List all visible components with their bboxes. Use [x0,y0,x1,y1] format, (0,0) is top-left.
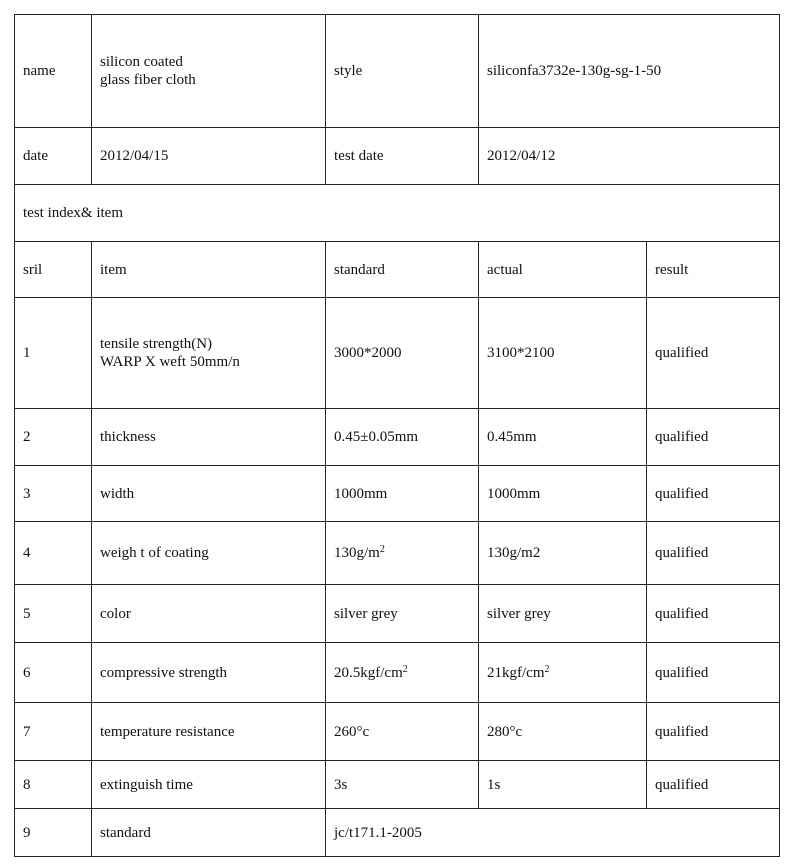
row-result: qualified [647,298,780,409]
row-standard [326,643,479,703]
row-standard [326,522,479,585]
standard-value: 130g/m [334,545,380,561]
table-row [15,703,780,761]
row-item: temperature resistance [92,703,326,761]
section-row [15,185,780,242]
actual-value: 21kgf/cm [487,664,545,681]
table-row [15,298,780,409]
test-report-table [14,14,780,857]
row-actual: 280°c [479,703,647,761]
row-result: qualified [647,703,780,761]
name-row [15,15,780,128]
row-result: qualified [647,585,780,643]
row-actual: 1000mm [479,466,647,522]
row-actual: 0.45mm [479,409,647,466]
date-value: 2012/04/15 [92,128,326,185]
row-item: standard [92,809,326,857]
superscript: 2 [544,663,550,675]
style-label: style [326,15,479,128]
row-standard: 3000*2000 [326,298,479,409]
table-row [15,643,780,703]
row-standard: 3s [326,761,479,809]
table-row [15,761,780,809]
row-result: qualified [647,761,780,809]
date-row [15,128,780,185]
test-date-value: 2012/04/12 [479,128,780,185]
standard-code: jc/t171.1-2005 [326,809,780,857]
row-actual: 130g/m2 [479,522,647,585]
style-value: siliconfa3732e-130g-sg-1-50 [479,15,780,128]
row-item: width [92,466,326,522]
row-sril: 8 [15,761,92,809]
row-standard: silver grey [326,585,479,643]
row-item: tensile strength(N) WARP X weft 50mm/n [92,298,326,409]
row-actual: silver grey [479,585,647,643]
row-standard: 1000mm [326,466,479,522]
row-standard: 0.45±0.05mm [326,409,479,466]
row-sril: 4 [15,522,92,585]
row-item: thickness [92,409,326,466]
row-sril: 5 [15,585,92,643]
row-result: qualified [647,522,780,585]
column-header-row [15,242,780,298]
row-item: compressive strength [92,643,326,703]
col-header-sril: sril [15,242,92,298]
row-sril: 2 [15,409,92,466]
row-item: extinguish time [92,761,326,809]
table-row [15,466,780,522]
table-row [15,585,780,643]
row-sril: 7 [15,703,92,761]
row-actual: 1s [479,761,647,809]
superscript: 2 [379,544,385,555]
row-sril: 1 [15,298,92,409]
date-label: date [15,128,92,185]
test-date-label: test date [326,128,479,185]
col-header-standard: standard [326,242,479,298]
row-actual [479,643,647,703]
row-result: qualified [647,643,780,703]
superscript: 2 [402,663,408,675]
row-sril: 6 [15,643,92,703]
standard-value: 20.5kgf/cm [334,664,403,681]
row-standard: 260°c [326,703,479,761]
row-item: weigh t of coating [92,522,326,585]
row-sril: 3 [15,466,92,522]
section-title: test index& item [15,185,780,242]
table-row [15,409,780,466]
col-header-result: result [647,242,780,298]
row-item: color [92,585,326,643]
row-result: qualified [647,466,780,522]
col-header-actual: actual [479,242,647,298]
row-actual: 3100*2100 [479,298,647,409]
row-result: qualified [647,409,780,466]
name-value: silicon coated glass fiber cloth [92,15,326,128]
row-sril: 9 [15,809,92,857]
table-row [15,522,780,585]
name-label: name [15,15,92,128]
col-header-item: item [92,242,326,298]
standard-row [15,809,780,857]
